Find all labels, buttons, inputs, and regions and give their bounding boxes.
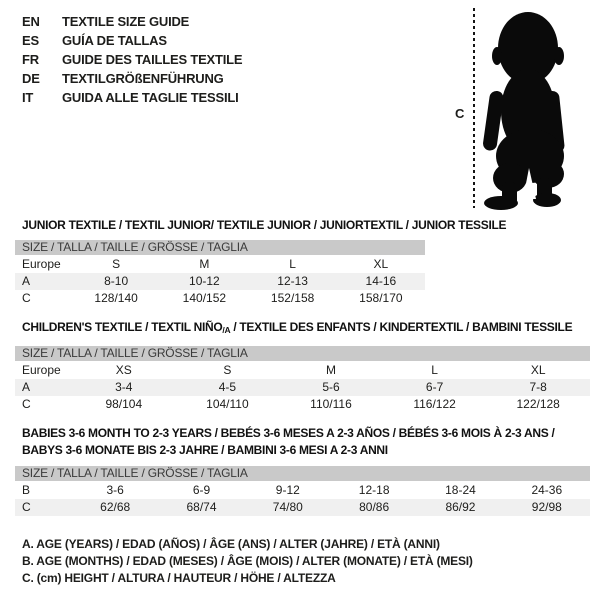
table-cell: 86/92 bbox=[445, 500, 476, 514]
table-cell: 104/110 bbox=[206, 397, 249, 411]
language-label: TEXTILGRÖßENFÜHRUNG bbox=[62, 71, 224, 86]
language-code: EN bbox=[22, 14, 40, 29]
table-cell: 7-8 bbox=[529, 380, 547, 394]
junior-size-table bbox=[15, 240, 425, 307]
children-size-table bbox=[15, 346, 590, 413]
language-row bbox=[22, 69, 242, 88]
children-section-title bbox=[22, 320, 572, 335]
size-header-bar: SIZE / TALLA / TAILLE / GRÖSSE / TAGLIA bbox=[15, 346, 590, 361]
table-cell: XS bbox=[115, 363, 132, 377]
table-cell: 6-9 bbox=[192, 483, 211, 497]
table-cell: A bbox=[22, 274, 31, 288]
table-row bbox=[15, 362, 590, 379]
table-cell: 8-10 bbox=[104, 274, 129, 288]
children-title-subscript: /A bbox=[222, 325, 231, 335]
table-cell: 4-5 bbox=[218, 380, 237, 394]
language-list bbox=[22, 12, 242, 107]
babies-title-line2: BABYS 3-6 MONATE BIS 2-3 JAHRE / BAMBINI 3-6 MESI A 2-3 ANNI bbox=[22, 443, 388, 457]
table-row bbox=[15, 290, 425, 307]
junior-section-title: JUNIOR TEXTILE / TEXTIL JUNIOR/ TEXTILE JUNIOR / JUNIORTEXTIL / JUNIOR TESSILE bbox=[22, 218, 507, 232]
baby-silhouette-icon bbox=[481, 6, 576, 211]
babies-title-line1: BABIES 3-6 MONTH TO 2-3 YEARS / BEBÉS 3-6 MESES A 2-3 AÑOS / BÉBÉS 3-6 MOIS À 2-3 ANS / bbox=[22, 426, 555, 440]
table-cell: 92/98 bbox=[531, 500, 562, 514]
table-cell: 9-12 bbox=[275, 483, 300, 497]
height-measure-label: C bbox=[455, 106, 465, 121]
size-header-bar: SIZE / TALLA / TAILLE / GRÖSSE / TAGLIA bbox=[15, 466, 590, 481]
table-cell: XL bbox=[373, 257, 389, 271]
language-label: GUÍA DE TALLAS bbox=[62, 33, 167, 48]
table-cell: M bbox=[325, 363, 336, 377]
height-measure-dashed-line bbox=[473, 8, 475, 208]
table-cell: 5-6 bbox=[322, 380, 340, 394]
table-cell: 18-24 bbox=[445, 483, 476, 497]
table-cell: A bbox=[22, 380, 31, 394]
table-cell: L bbox=[289, 257, 296, 271]
table-cell: 62/68 bbox=[100, 500, 131, 514]
table-cell: 152/158 bbox=[270, 291, 315, 305]
language-row bbox=[22, 50, 242, 69]
table-cell: XL bbox=[530, 363, 546, 377]
table-cell: 68/74 bbox=[186, 500, 217, 514]
table-cell: 24-36 bbox=[531, 483, 563, 497]
table-cell: 12-13 bbox=[277, 274, 308, 288]
table-row bbox=[15, 256, 425, 273]
language-label: GUIDA ALLE TAGLIE TESSILI bbox=[62, 90, 239, 105]
table-cell: 158/170 bbox=[359, 291, 403, 305]
table-cell: 3-6 bbox=[106, 483, 124, 497]
table-cell: C bbox=[22, 397, 31, 411]
language-code: DE bbox=[22, 71, 40, 86]
table-cell: 6-7 bbox=[425, 380, 444, 394]
children-title-pre: CHILDREN'S TEXTILE / TEXTIL NIÑO bbox=[22, 320, 223, 334]
table-cell: M bbox=[199, 257, 210, 271]
table-cell: S bbox=[112, 257, 121, 271]
table-cell: 12-18 bbox=[358, 483, 390, 497]
table-cell: 116/122 bbox=[413, 397, 456, 411]
language-label: TEXTILE SIZE GUIDE bbox=[62, 14, 190, 29]
children-title-post: / TEXTILE DES ENFANTS / KINDERTEXTIL / BAMBINI TESSILE bbox=[230, 320, 573, 334]
table-cell: 98/104 bbox=[105, 397, 143, 411]
babies-size-table bbox=[15, 466, 590, 516]
table-row bbox=[15, 379, 590, 396]
footnote-b: B. AGE (MONTHS) / EDAD (MESES) / ÂGE (MOIS) / ALTER (MONATE) / ETÀ (MESI) bbox=[22, 554, 473, 568]
footnote-a: A. AGE (YEARS) / EDAD (AÑOS) / ÂGE (ANS) / ALTER (JAHRE) / ETÀ (ANNI) bbox=[22, 537, 440, 551]
table-cell: C bbox=[22, 291, 31, 305]
table-cell: Europe bbox=[22, 257, 61, 271]
language-code: FR bbox=[22, 52, 39, 67]
babies-section-title bbox=[22, 425, 554, 459]
language-row bbox=[22, 12, 242, 31]
table-cell: 80/86 bbox=[359, 500, 390, 514]
table-cell: L bbox=[431, 363, 438, 377]
table-cell: 128/140 bbox=[94, 291, 138, 305]
table-cell: C bbox=[22, 500, 31, 514]
table-row bbox=[15, 482, 590, 499]
language-code: IT bbox=[22, 90, 34, 105]
language-row bbox=[22, 88, 242, 107]
table-row bbox=[15, 396, 590, 413]
language-label: GUIDE DES TAILLES TEXTILE bbox=[62, 52, 243, 67]
table-cell: Europe bbox=[22, 363, 61, 377]
table-row bbox=[15, 273, 425, 290]
language-row bbox=[22, 31, 242, 50]
table-cell: 140/152 bbox=[182, 291, 227, 305]
table-row bbox=[15, 499, 590, 516]
table-cell: 110/116 bbox=[310, 397, 352, 411]
table-cell: 10-12 bbox=[189, 274, 220, 288]
footnote-c: C. (cm) HEIGHT / ALTURA / HAUTEUR / HÖHE / ALTEZZA bbox=[22, 571, 336, 585]
language-code: ES bbox=[22, 33, 39, 48]
table-cell: 122/128 bbox=[516, 397, 560, 411]
table-cell: 14-16 bbox=[365, 274, 397, 288]
size-header-bar: SIZE / TALLA / TAILLE / GRÖSSE / TAGLIA bbox=[15, 240, 425, 255]
footnotes bbox=[22, 536, 473, 587]
table-cell: B bbox=[22, 483, 31, 497]
table-cell: 3-4 bbox=[115, 380, 133, 394]
table-cell: S bbox=[223, 363, 232, 377]
table-cell: 74/80 bbox=[272, 500, 303, 514]
